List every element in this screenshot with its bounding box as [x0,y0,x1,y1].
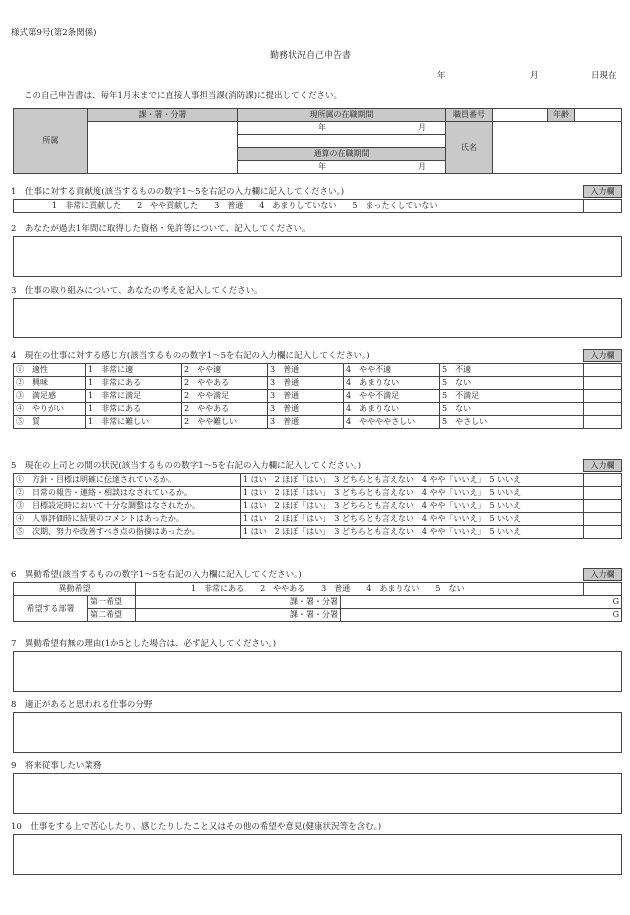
s4-option: 3 普通 [268,403,344,416]
second-wish-label: 第二希望 [88,609,136,622]
date-year: 年 [437,71,446,81]
s3-field[interactable] [13,298,622,338]
period-blank[interactable] [238,135,446,148]
dept-label: 課・署・分署 [88,109,238,122]
s5-row [14,513,622,526]
s4-option: 4 ややややさしい [344,416,440,429]
current-period-field[interactable]: 年 月 [238,122,446,135]
staff-no-label: 職員番号 [446,109,493,122]
s5-question: ④ 人事評価時に結果のコメントはあったか。 [14,513,241,526]
s5-input[interactable] [584,487,622,500]
header-table [13,108,622,174]
s4-row-label: ② 興味 [14,377,86,390]
current-period-label: 現所属の在職期間 [238,109,446,122]
s5-input[interactable] [584,474,622,487]
s5-question: ③ 目標設定時において十分な調整はなされたか。 [14,500,241,513]
s2-field[interactable] [13,236,622,277]
s6-title: 6 異動希望(該当するものの数字1〜5を右記の入力欄に記入してください。) [11,570,302,580]
total-period-label: 通算の在職期間 [238,148,446,161]
s4-option: 4 あまりない [344,377,440,390]
s6-table [13,582,622,622]
s5-input[interactable] [584,526,622,539]
s4-table [13,363,622,429]
s4-option: 2 やや適 [182,364,268,377]
name-label: 氏名 [446,122,493,174]
dept-field[interactable] [88,122,238,174]
s4-option: 5 やさしい [440,416,584,429]
s4-option: 5 不適 [440,364,584,377]
s10-field[interactable] [13,834,622,875]
s1-title: 1 仕事に対する貢献度(該当するものの数字1〜5を右記の入力欄に記入してください。) [11,187,345,197]
s8-title: 8 適正があると思われる仕事の分野 [11,700,153,710]
first-wish-dept[interactable]: 課・署・分署 [136,596,341,609]
s2-title: 2 あなたが過去1年間に取得した資格・免許等について、記入してください。 [11,224,311,234]
s4-input[interactable] [584,364,622,377]
s1-input[interactable] [584,200,622,213]
second-wish-dept[interactable]: 課・署・分署 [136,609,341,622]
s5-title: 5 現在の上司との間の状況(該当するものの数字1〜5を右記の入力欄に記入してください。) [11,461,362,471]
s4-row-label: ① 適性 [14,364,86,377]
s4-option: 2 やや満足 [182,390,268,403]
s4-row [14,390,622,403]
s1-options: 1 非常に貢献した 2 やや貢献した 3 普通 4 あまりしていない 5 まったくしていない [14,200,584,213]
s5-input[interactable] [584,500,622,513]
s5-input[interactable] [584,513,622,526]
dept-wish-label: 希望する部署 [14,596,88,622]
s9-field[interactable] [13,773,622,814]
total-period-field[interactable]: 年 月 [238,161,446,174]
s5-options: 1 はい 2 ほぼ「はい」 3 どちらとも言えない 4 やや「いいえ」 5 いいえ [241,526,584,539]
first-wish-label: 第一希望 [88,596,136,609]
form-number: 様式第9号(第2条関係) [11,28,97,38]
s4-option: 2 やや難しい [182,416,268,429]
s9-title: 9 将来従事したい業務 [11,761,102,771]
age-label: 年齢 [548,109,575,122]
s4-option: 3 普通 [268,416,344,429]
s5-row [14,474,622,487]
s4-option: 2 ややある [182,403,268,416]
s4-option: 4 やや不適 [344,364,440,377]
wish-input[interactable] [584,583,622,596]
s4-option: 1 非常にある [86,403,182,416]
s4-option: 2 ややある [182,377,268,390]
s4-row [14,364,622,377]
s4-input[interactable] [584,377,622,390]
page-title: 勤務状況自己申告書 [270,51,352,61]
s4-option: 1 非常に適 [86,364,182,377]
s5-question: ① 方針・目標は明確に伝達されているか。 [14,474,241,487]
s4-option: 5 ない [440,377,584,390]
s4-option: 4 やや不満足 [344,390,440,403]
s4-row-label: ④ やりがい [14,403,86,416]
s5-question: ② 日常の報告・連絡・相談はなされているか。 [14,487,241,500]
s4-input[interactable] [584,416,622,429]
s4-option: 5 ない [440,403,584,416]
s5-input-label: 入力欄 [583,459,622,472]
s4-input[interactable] [584,403,622,416]
s1-table [13,199,622,213]
s6-input-label: 入力欄 [583,568,622,581]
s4-row-label: ⑤ 質 [14,416,86,429]
s4-row [14,403,622,416]
s4-row-label: ③ 満足感 [14,390,86,403]
date-month: 月 [530,71,539,81]
s4-option: 1 非常に難しい [86,416,182,429]
s4-option: 1 非常にある [86,377,182,390]
s8-field[interactable] [13,712,622,753]
staff-no-field[interactable] [493,109,548,122]
s5-options: 1 はい 2 ほぼ「はい」 3 どちらとも言えない 4 やや「いいえ」 5 いいえ [241,474,584,487]
s4-option: 4 あまりない [344,403,440,416]
intro-text: この自己申告書は、毎年1月末までに直接人事担当課(消防課)に提出してください。 [24,91,343,101]
s5-row [14,526,622,539]
s4-input[interactable] [584,390,622,403]
s4-option: 3 普通 [268,364,344,377]
second-wish-g[interactable]: G [341,609,622,622]
s5-row [14,487,622,500]
s5-options: 1 はい 2 ほぼ「はい」 3 どちらとも言えない 4 やや「いいえ」 5 いいえ [241,487,584,500]
s4-row [14,416,622,429]
s4-option: 5 不満足 [440,390,584,403]
s1-input-label: 入力欄 [583,185,622,198]
s7-field[interactable] [13,651,622,692]
date-day: 日現在 [591,71,617,81]
s4-row [14,377,622,390]
name-field[interactable] [493,122,622,174]
s5-question: ⑤ 次期、努力や改善すべき点の指摘はあったか。 [14,526,241,539]
wish-options: 1 非常にある 2 ややある 3 普通 4 あまりない 5 ない [136,583,584,596]
affiliation-label: 所属 [14,109,88,174]
s10-title: 10 仕事をする上で苦心したり、感じたりしたこと又はその他の希望や意見(健康状況等を含む。) [11,822,382,832]
s4-title: 4 現在の仕事に対する感じ方(該当するものの数字1〜5を右記の入力欄に記入してください。) [11,351,370,361]
wish-label: 異動希望 [14,583,136,596]
age-field[interactable] [575,109,622,122]
s4-option: 3 普通 [268,390,344,403]
s5-row [14,500,622,513]
s5-table [13,473,622,539]
s4-option: 3 普通 [268,377,344,390]
s4-option: 1 非常に満足 [86,390,182,403]
s3-title: 3 仕事の取り組みについて、あなたの考えを記入してください。 [11,286,263,296]
s4-input-label: 入力欄 [583,349,622,362]
s5-options: 1 はい 2 ほぼ「はい」 3 どちらとも言えない 4 やや「いいえ」 5 いいえ [241,500,584,513]
first-wish-g[interactable]: G [341,596,622,609]
s5-options: 1 はい 2 ほぼ「はい」 3 どちらとも言えない 4 やや「いいえ」 5 いいえ [241,513,584,526]
s7-title: 7 異動希望有無の理由(1か5とした場合は、必ず記入してください。) [11,639,277,649]
